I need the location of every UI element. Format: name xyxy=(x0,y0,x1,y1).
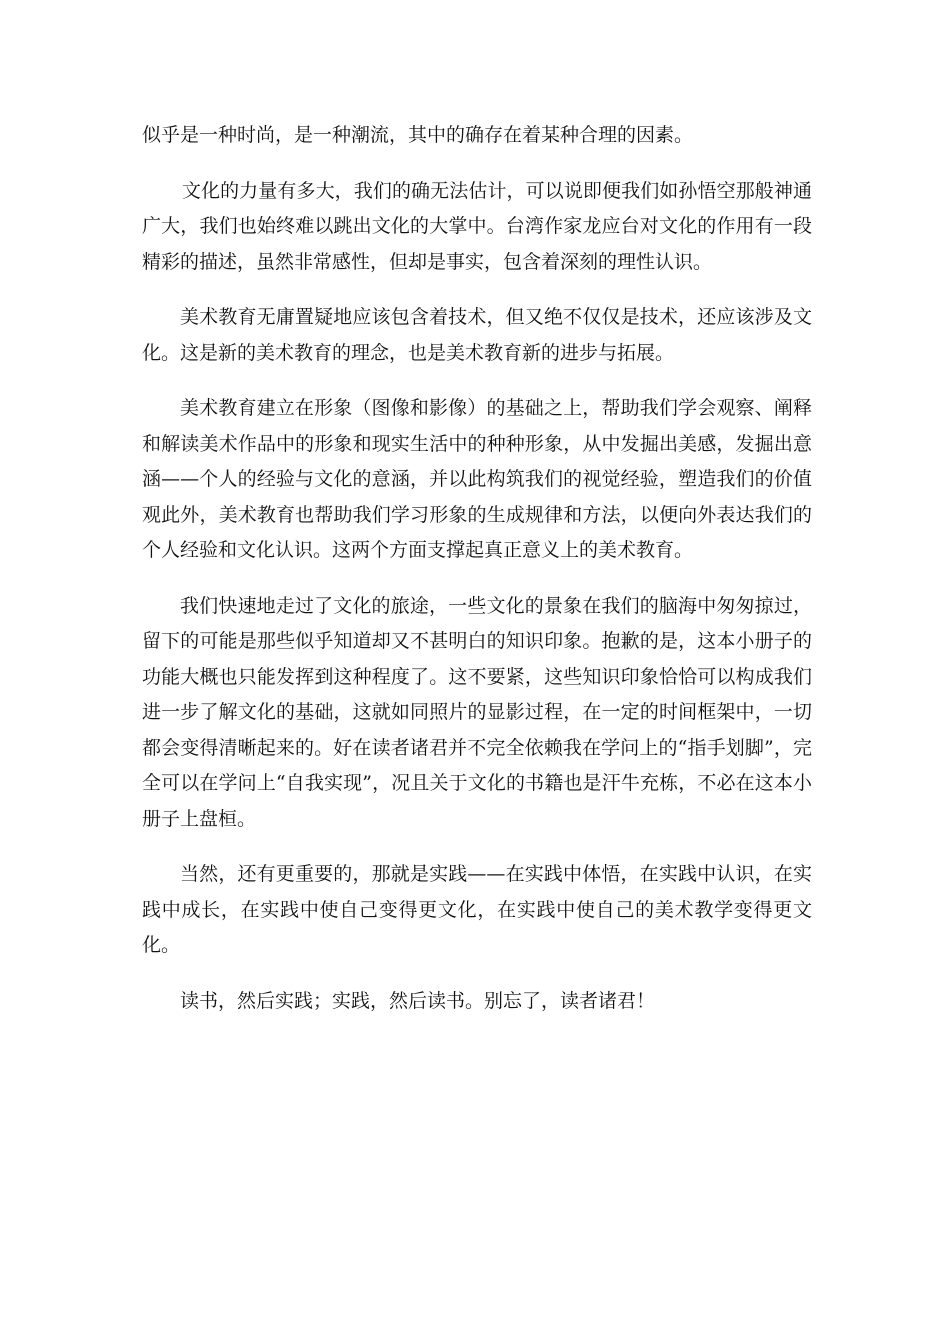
paragraph-5: 我们快速地走过了文化的旅途，一些文化的景象在我们的脑海中匆匆掠过，留下的可能是那些似乎知道却又不甚明白的知识印象。抱歉的是，这本小册子的功能大概也只能发挥到这种程度了。这不要紧，这些知识印象恰恰可以构成我们进一步了解文化的基础，这就如同照片的显影过程，在一定的时间框架中，一切都会变得清晰起来的。好在读者诸君并不完全依赖我在学问上的“指手划脚”，完全可以在学问上“自我实现”，况且关于文化的书籍也是汗牛充栋，不必在这本小册子上盘桓。 xyxy=(142,594,812,830)
paragraph-1: 似乎是一种时尚，是一种潮流，其中的确存在着某种合理的因素。 xyxy=(142,124,694,146)
document-body xyxy=(142,118,812,1039)
paragraph-4: 美术教育建立在形象（图像和影像）的基础之上，帮助我们学会观察、阐释和解读美术作品中的形象和现实生活中的种种形象，从中发掘出美感，发掘出意涵——个人的经验与文化的意涵，并以此构筑我们的视觉经验，塑造我们的价值观此外，美术教育也帮助我们学习形象的生成规律和方法，以便向外表达我们的个人经验和文化认识。这两个方面支撑起真正意义上的美术教育。 xyxy=(142,397,812,561)
paragraph-2: 文化的力量有多大，我们的确无法估计，可以说即便我们如孙悟空那般神通广大，我们也始终难以跳出文化的大掌中。台湾作家龙应台对文化的作用有一段精彩的描述，虽然非常感性，但却是事实，包含着深刻的理性认识。 xyxy=(142,179,812,273)
paragraph-7: 读书，然后实践；实践，然后读书。别忘了，读者诸君！ xyxy=(180,989,656,1012)
paragraph-6: 当然，还有更重要的，那就是实践——在实践中体悟，在实践中认识，在实践中成长，在实践中使自己变得更文化，在实践中使自己的美术教学变得更文化。 xyxy=(142,863,812,956)
paragraph-3: 美术教育无庸置疑地应该包含着技术，但又绝不仅仅是技术，还应该涉及文化。这是新的美术教育的理念，也是美术教育新的进步与拓展。 xyxy=(142,306,812,364)
